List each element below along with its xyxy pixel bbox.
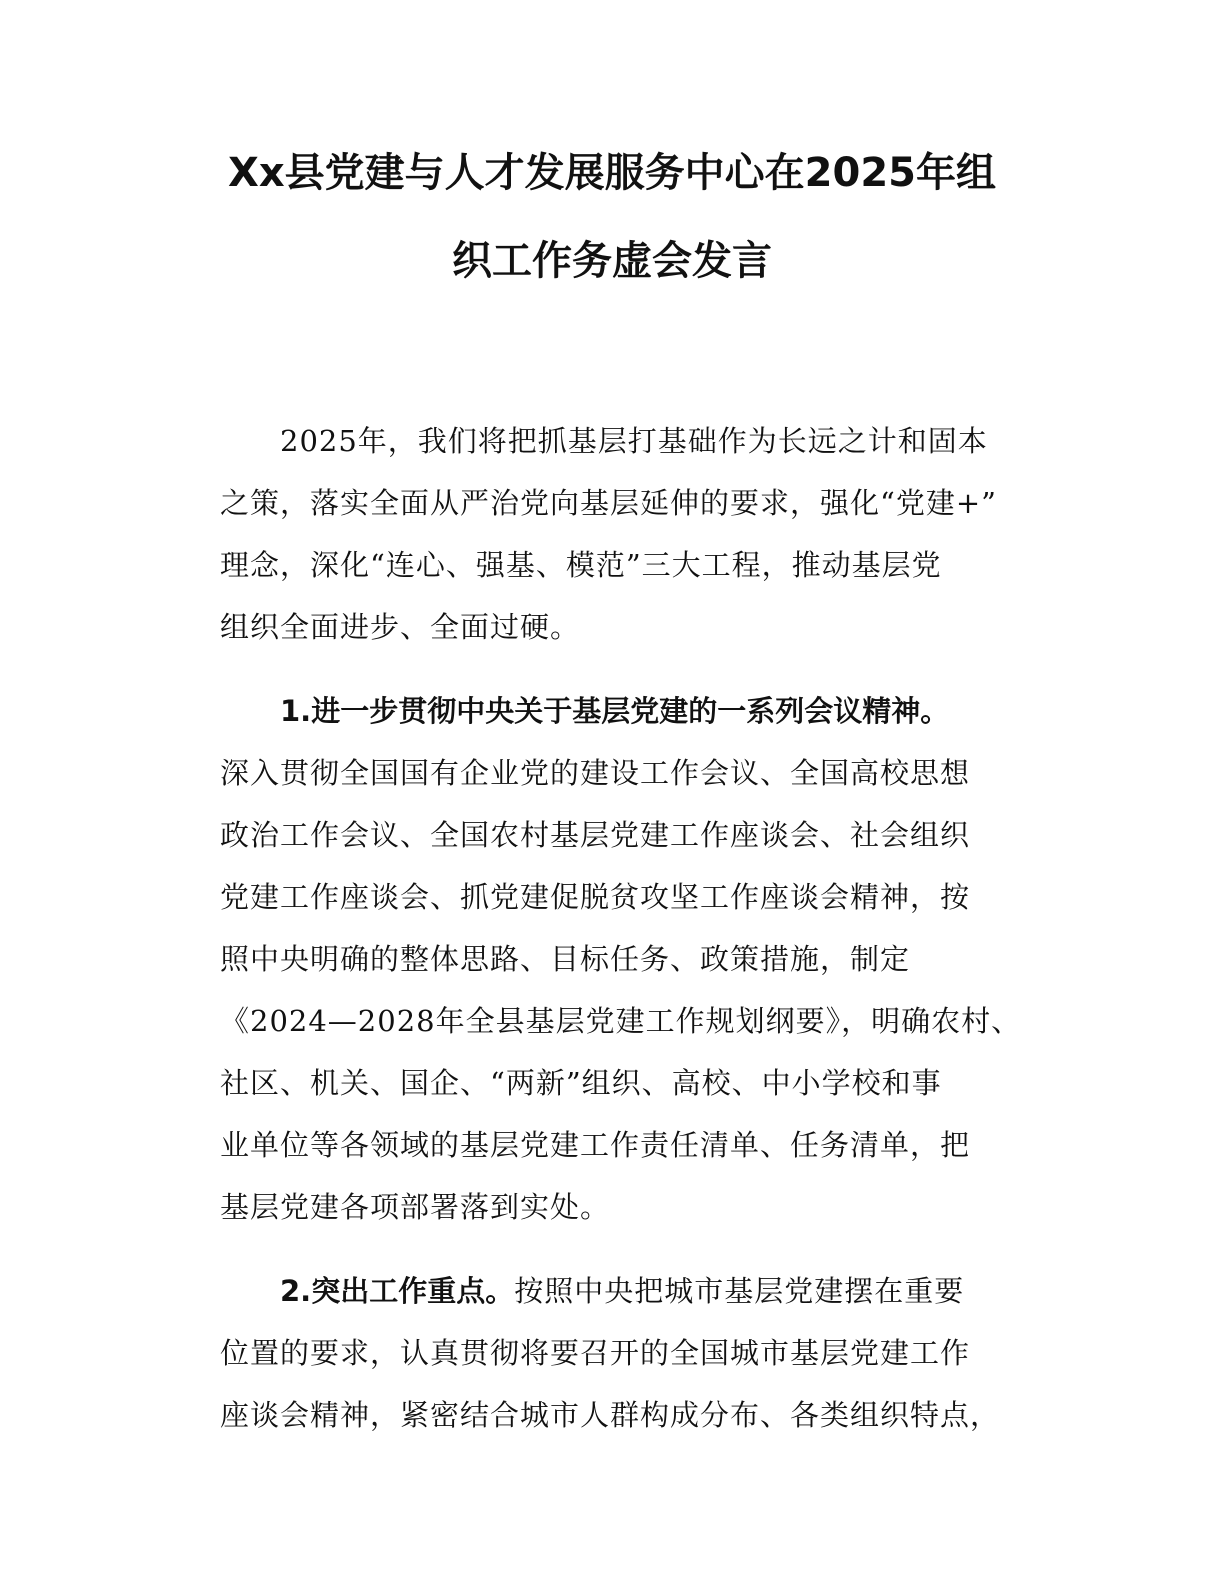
paragraph-line: 2025年，我们将把抓基层打基础作为长远之计和固本 [280,424,988,458]
paragraph-line: 理念，深化“连心、强基、模范”三大工程，推动基层党 [220,548,942,582]
paragraph-line: 组织全面进步、全面过硬。 [220,610,581,644]
title-line-1: Xx县党建与人才发展服务中心在2025年组 [228,150,996,196]
document-title [150,138,1074,314]
document-body [220,410,1030,1446]
section-heading: 2.突出工作重点。 [280,1274,515,1308]
title-line-2: 织工作务虚会发言 [452,238,772,284]
paragraph-line: 基层党建各项部署落到实处。 [220,1190,611,1224]
section-heading: 1.进一步贯彻中央关于基层党建的一系列会议精神。 [280,694,950,728]
paragraph-line: 政治工作会议、全国农村基层党建工作座谈会、社会组织 [220,818,971,852]
paragraph-section-1 [220,680,1030,1238]
paragraph-line: 党建工作座谈会、抓党建促脱贫攻坚工作座谈会精神，按 [220,880,971,914]
paragraph-first-line [220,1260,1030,1322]
section-heading-rest: 按照中央把城市基层党建摆在重要 [514,1274,965,1308]
paragraph-intro [220,410,1030,658]
paragraph-line: 社区、机关、国企、“两新”组织、高校、中小学校和事 [220,1066,942,1100]
paragraph-section-2 [220,1260,1030,1446]
paragraph-line: 业单位等各领域的基层党建工作责任清单、任务清单，把 [220,1128,971,1162]
paragraph-line: 深入贯彻全国国有企业党的建设工作会议、全国高校思想 [220,756,971,790]
paragraph-line: 照中央明确的整体思路、目标任务、政策措施，制定 [220,942,911,976]
paragraph-line: 《2024—2028年全县基层党建工作规划纲要》，明确农村、 [220,1004,1022,1038]
paragraph-line: 座谈会精神，紧密结合城市人群构成分布、各类组织特点， [220,1398,1001,1432]
paragraph-line: 位置的要求，认真贯彻将要召开的全国城市基层党建工作 [220,1336,971,1370]
paragraph-line: 之策，落实全面从严治党向基层延伸的要求，强化“党建+” [220,486,997,520]
paragraph-first-line [220,680,1030,742]
